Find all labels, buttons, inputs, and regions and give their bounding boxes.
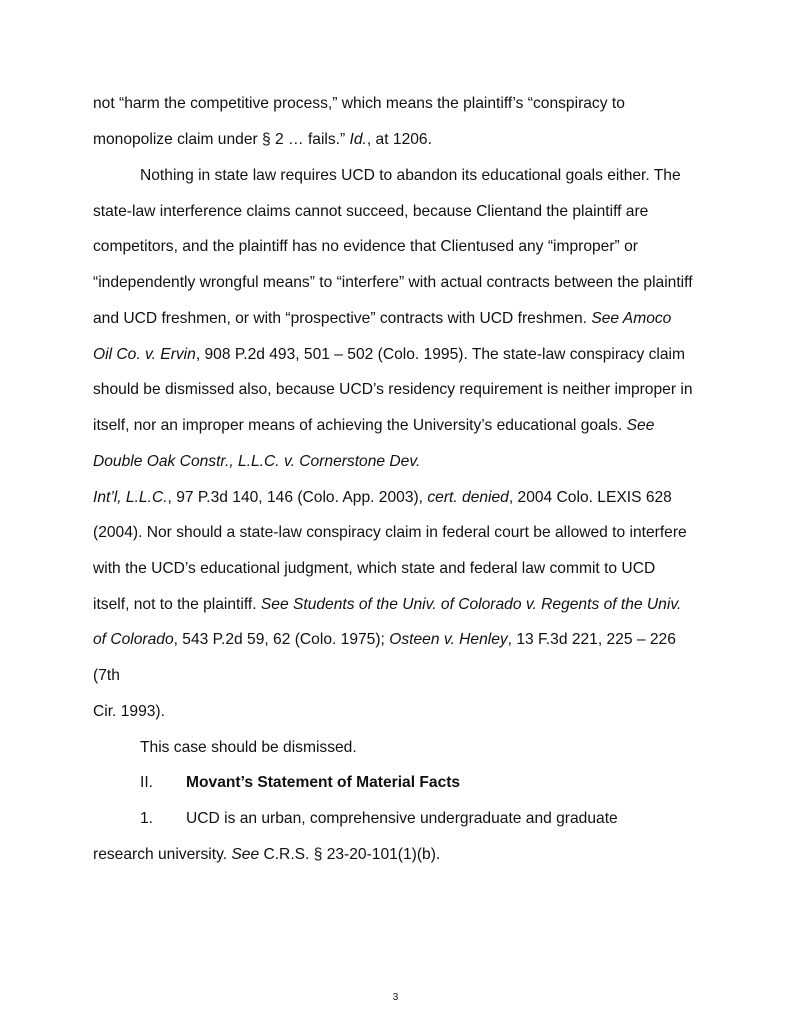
text-line: Oil Co. v. Ervin, 908 P.2d 493, 501 – 502 (Colo. 1995). The state-law conspiracy claim [93, 346, 686, 363]
conclusion-sentence: This case should be dismissed. [140, 739, 357, 756]
text-line: and UCD freshmen, or with “prospective” contracts with UCD freshmen. See Amoco [93, 310, 672, 327]
text-line: not “harm the competitive process,” which means the plaintiff’s “conspiracy to [93, 95, 625, 112]
text-line: (7th [93, 667, 120, 684]
case-citation: See Students of the Univ. of Colorado v. Regents of the Univ. [260, 596, 682, 613]
text-line: itself, not to the plaintiff. See Students of the Univ. of Colorado v. Regents of the Univ. [93, 596, 682, 613]
section-number: II. [140, 774, 153, 791]
text-line: Int’l, L.L.C., 97 P.3d 140, 146 (Colo. App. 2003), cert. denied, 2004 Colo. LEXIS 628 [93, 489, 672, 506]
case-citation: See Amoco [591, 310, 672, 327]
text-line: competitors, and the plaintiff has no evidence that Clientused any “improper” or [93, 238, 638, 255]
text-line [93, 452, 420, 472]
text-line: Cir. 1993). [93, 703, 165, 720]
section-heading: Movant’s Statement of Material Facts [186, 774, 461, 791]
paragraph-start: Nothing in state law requires UCD to abandon its educational goals either. The [140, 167, 681, 184]
case-citation: Double Oak Constr., L.L.C. v. Cornerstone Dev. [93, 453, 421, 470]
text-line: state-law interference claims cannot succeed, because Clientand the plaintiff are [93, 203, 649, 220]
page-number: 3 [392, 992, 399, 1003]
case-citation: Int’l, L.L.C. [93, 489, 168, 506]
text-line: (2004). Nor should a state-law conspiracy claim in federal court be allowed to interfere [93, 524, 687, 541]
fact-text-continued: research university. See C.R.S. § 23-20-101(1)(b). [93, 846, 441, 863]
case-citation: Osteen v. Henley [389, 631, 508, 648]
text-line: itself, nor an improper means of achieving the University’s educational goals. See [93, 417, 655, 434]
fact-number: 1. [140, 810, 154, 827]
text-line: of Colorado, 543 P.2d 59, 62 (Colo. 1975); Osteen v. Henley, 13 F.3d 221, 225 – 226 [93, 631, 676, 648]
text-line: should be dismissed also, because UCD’s residency requirement is neither improper in [93, 381, 693, 398]
text-line: monopolize claim under § 2 … fails.” Id., at 1206. [93, 131, 432, 148]
fact-text: UCD is an urban, comprehensive undergraduate and graduate [186, 810, 618, 827]
text-line: “independently wrongful means” to “interfere” with actual contracts between the plaintiff [93, 274, 693, 291]
text-line: with the UCD’s educational judgment, which state and federal law commit to UCD [93, 560, 656, 577]
case-citation: Oil Co. v. Ervin [93, 346, 196, 363]
case-citation: of Colorado [93, 631, 174, 648]
